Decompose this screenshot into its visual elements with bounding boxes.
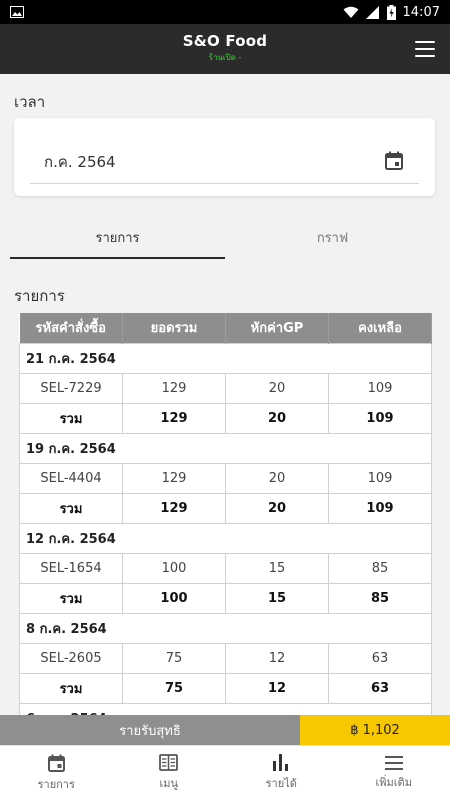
order-total: 129: [123, 373, 226, 403]
total-remaining: 85: [329, 583, 432, 613]
battery-charging-icon: [387, 5, 396, 20]
order-gp: 15: [226, 553, 329, 583]
total-label: รวม: [20, 493, 123, 523]
wifi-icon: [343, 6, 359, 19]
calendar-icon[interactable]: [385, 151, 403, 170]
total-sum: 129: [123, 493, 226, 523]
hamburger-icon: [385, 756, 403, 770]
tab-bar: [10, 215, 440, 259]
nav-item-orders[interactable]: [0, 746, 113, 800]
calendar-icon: [48, 754, 65, 772]
shop-status: ร้านเปิด -: [208, 53, 242, 62]
total-label: รวม: [20, 403, 123, 433]
order-remaining: 63: [329, 643, 432, 673]
order-total: 75: [123, 643, 226, 673]
app-bar: [0, 24, 450, 74]
total-row: [20, 673, 432, 703]
nav-label-income: รายได้: [265, 777, 297, 790]
bottom-navigation: [0, 745, 450, 800]
table-row[interactable]: [20, 373, 432, 403]
table-row[interactable]: [20, 463, 432, 493]
net-income-label: รายรับสุทธิ: [0, 715, 300, 745]
group-date: 21 ก.ค. 2564: [20, 343, 432, 373]
image-notification-icon: [10, 6, 24, 18]
date-group-row: [20, 523, 432, 553]
total-gp: 12: [226, 673, 329, 703]
date-group-row: [20, 343, 432, 373]
order-remaining: 109: [329, 373, 432, 403]
order-remaining: 85: [329, 553, 432, 583]
order-total: 129: [123, 463, 226, 493]
table-row[interactable]: [20, 553, 432, 583]
orders-table: [19, 313, 432, 734]
table-header-row: [20, 313, 432, 343]
nav-item-income[interactable]: [225, 746, 338, 800]
date-group-row: [20, 613, 432, 643]
order-remaining: 109: [329, 463, 432, 493]
total-row: [20, 403, 432, 433]
tab-graph[interactable]: กราฟ: [316, 230, 349, 246]
total-remaining: 63: [329, 673, 432, 703]
nav-label-more: เพิ่มเติม: [375, 775, 412, 789]
menu-book-icon: [159, 754, 178, 771]
signal-icon: [366, 6, 380, 19]
header-total: ยอดรวม: [123, 313, 226, 343]
time-section-label: เวลา: [14, 93, 46, 111]
total-remaining: 109: [329, 403, 432, 433]
order-total: 100: [123, 553, 226, 583]
status-bar: [0, 0, 450, 24]
total-gp: 15: [226, 583, 329, 613]
total-sum: 75: [123, 673, 226, 703]
date-picker-card[interactable]: [14, 118, 435, 196]
bar-chart-icon: [273, 754, 289, 771]
order-id: SEL-2605: [20, 643, 123, 673]
app-title: S&O Food: [182, 32, 268, 50]
total-label: รวม: [20, 583, 123, 613]
table-row[interactable]: [20, 643, 432, 673]
net-income-value: ฿ 1,102: [300, 715, 450, 745]
group-date: 8 ก.ค. 2564: [20, 613, 432, 643]
total-row: [20, 583, 432, 613]
total-row: [20, 493, 432, 523]
total-gp: 20: [226, 493, 329, 523]
net-income-bar: [0, 715, 450, 745]
total-sum: 100: [123, 583, 226, 613]
date-group-row: [20, 433, 432, 463]
header-remaining: คงเหลือ: [329, 313, 432, 343]
group-date: 12 ก.ค. 2564: [20, 523, 432, 553]
date-field-underline: [30, 183, 419, 184]
nav-item-more[interactable]: [338, 746, 450, 800]
total-sum: 129: [123, 403, 226, 433]
hamburger-menu-icon[interactable]: [414, 38, 436, 60]
list-section-label: รายการ: [14, 287, 65, 305]
orders-table-container[interactable]: [19, 313, 431, 715]
date-value[interactable]: ก.ค. 2564: [44, 153, 116, 171]
order-id: SEL-1654: [20, 553, 123, 583]
total-label: รวม: [20, 673, 123, 703]
total-remaining: 109: [329, 493, 432, 523]
order-gp: 20: [226, 463, 329, 493]
clock-time: 14:07: [402, 4, 440, 20]
tab-list[interactable]: รายการ: [10, 215, 225, 259]
order-gp: 20: [226, 373, 329, 403]
order-id: SEL-7229: [20, 373, 123, 403]
order-gp: 12: [226, 643, 329, 673]
nav-item-menu[interactable]: [113, 746, 226, 800]
nav-label-menu: เมนู: [159, 777, 179, 790]
total-gp: 20: [226, 403, 329, 433]
nav-label-orders: รายการ: [37, 777, 75, 791]
order-id: SEL-4404: [20, 463, 123, 493]
header-gp-fee: หักค่าGP: [226, 313, 329, 343]
group-date: 19 ก.ค. 2564: [20, 433, 432, 463]
header-order-id: รหัสคำสั่งซื้อ: [20, 313, 123, 343]
